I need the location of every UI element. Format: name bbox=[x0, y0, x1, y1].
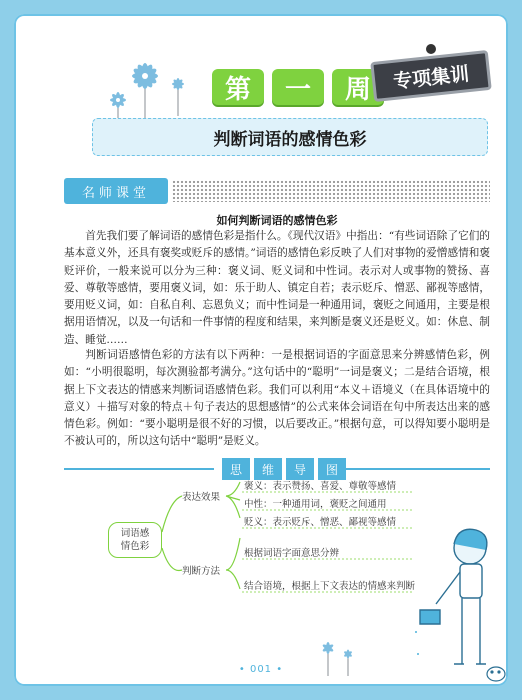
center-node-line: 词语感 bbox=[120, 528, 150, 539]
dotted-divider bbox=[172, 180, 490, 202]
week-char: 第 bbox=[212, 69, 264, 105]
mindmap-header-char: 图 bbox=[318, 458, 346, 480]
branch-item: 褒义：表示赞扬、喜爱、尊敬等感情 bbox=[244, 481, 397, 492]
flower-decoration-icon bbox=[90, 56, 200, 126]
topic-title: 判断词语的感情色彩 bbox=[92, 118, 488, 156]
branch-item: 结合语境，根据上下文表达的情感来判断 bbox=[244, 581, 416, 592]
pin-icon bbox=[426, 44, 436, 54]
mindmap-center-node bbox=[108, 522, 162, 558]
article-title: 如何判断词语的感情色彩 bbox=[216, 214, 338, 227]
girl-watering-illustration-icon bbox=[414, 514, 508, 686]
mindmap-header-char: 导 bbox=[286, 458, 314, 480]
branch-item: 贬义：表示贬斥、憎恶、鄙视等感情 bbox=[244, 517, 397, 528]
page-number: • 001 • bbox=[238, 664, 284, 675]
section-tab: 名师课堂 bbox=[64, 178, 168, 204]
branch-label: 判断方法 bbox=[182, 566, 221, 577]
page-sheet bbox=[14, 14, 508, 686]
week-title bbox=[212, 68, 392, 106]
special-training-tag: 专项集训 bbox=[370, 50, 492, 102]
week-char: 一 bbox=[272, 69, 324, 105]
article-paragraph: 判断词语感情色彩的方法有以下两种：一是根据词语的字面意思来分辨感情色彩，例如：“小明很聪明，每次测验都考满分。”这句话中的“聪明”一词是褒义；二是结合语境，根据上下文表达的情感来判断词语感情色彩。我们可以利用“本义＋语境义（在具体语境中的意义）＋描写对象的特点＋句子表达的思想感情”的公式来体会词语在句中所表达出来的感情色彩。例如：“要小聪明是很不好的习惯，以后要改正。”根据句意，可以得知要小聪明是不被认可的，所以这句话中“聪明”是贬义。 bbox=[64, 349, 490, 448]
mindmap-header-char: 思 bbox=[222, 458, 250, 480]
branch-label: 表达效果 bbox=[182, 492, 221, 503]
mindmap-header-char: 维 bbox=[254, 458, 282, 480]
week-char: 周 bbox=[332, 69, 384, 105]
mindmap-header bbox=[64, 458, 490, 480]
branch-item: 根据词语字面意思分辨 bbox=[244, 548, 340, 559]
center-node-line: 情色彩 bbox=[120, 541, 150, 552]
divider-line bbox=[342, 468, 490, 470]
divider-line bbox=[64, 468, 214, 470]
branch-item: 中性：一种通用词，褒贬之间通用 bbox=[244, 499, 387, 510]
article-paragraph: 首先我们要了解词语的感情色彩是指什么。《现代汉语》中指出：“有些词语除了它们的基本意义外，还具有褒奖或贬斥的感情。”词语的感情色彩反映了人们对事物的爱憎感情和褒贬评价，一般来说可以分为三种：褒义词、贬义词和中性词。表示对人或事物的赞扬、喜爱、尊敬等感情，要用褒义词，如：乐于助人、镇定自若；表示贬斥、憎恶、鄙视等感情，要用贬义词，如：自私自利、忘恩负义；而中性词是一种通用词，褒贬之间通用，主要是根据用语情况，以及一句话和一件事情的程度和结果，来判断是褒义还是贬义。如：休息、制造、睡觉…… bbox=[64, 230, 490, 346]
